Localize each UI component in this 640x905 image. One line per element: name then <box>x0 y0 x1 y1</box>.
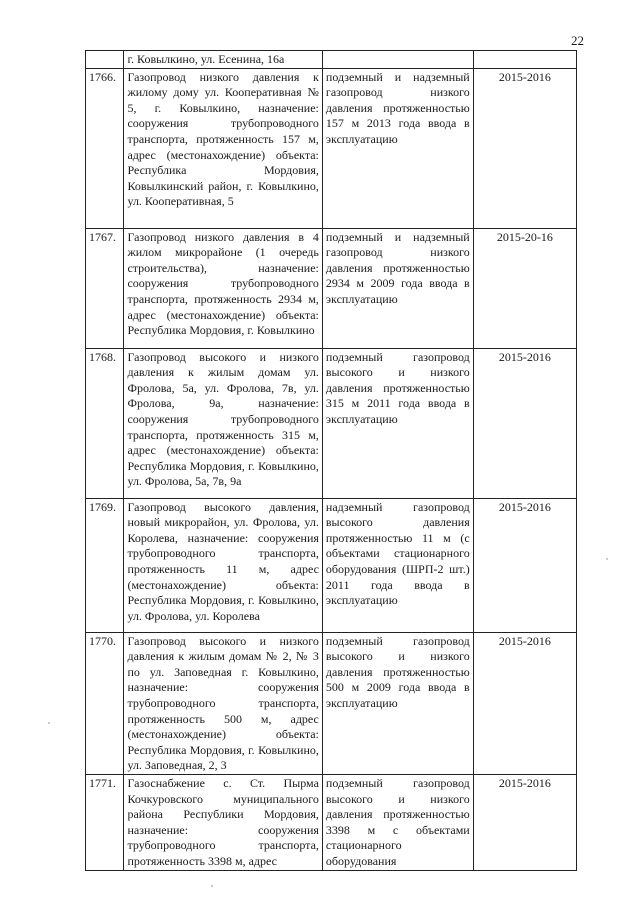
row-number-cell: 1770. <box>86 632 124 774</box>
description-cell: подземный газопровод высокого и низкого давления протяженностью 3398 м с объектами стационарного оборудования <box>322 774 473 870</box>
table-row-continuation <box>86 51 577 69</box>
period-cell: 2015-20-16 <box>473 228 576 348</box>
description-cell <box>322 51 473 69</box>
description-cell: подземный и надземный газопровод низкого давления протяженностью 2934 м 2009 года ввода в эксплуатацию <box>322 228 473 348</box>
row-number-cell: 1769. <box>86 498 124 632</box>
object-cell: Газопровод низкого давления к жилому дому ул. Кооперативная № 5, г. Ковылкино, назначение: сооружения трубопроводного транспорта, протяженность 157 м, адрес (местонахождение) объекта: Республика Мордовия, Ковылкинский район, г. Ковылкино, ул. Кооперативная, 5 <box>124 68 322 228</box>
row-number-cell: 1767. <box>86 228 124 348</box>
scan-speck <box>211 885 213 887</box>
object-cell: г. Ковылкино, ул. Есенина, 16а <box>124 51 322 69</box>
registry-table <box>85 50 577 871</box>
description-cell: подземный и надземный газопровод низкого давления протяженностью 157 м 2013 года ввода в эксплуатацию <box>322 68 473 228</box>
table-row <box>86 228 577 348</box>
description-cell: подземный газопровод высокого и низкого давления протяженностью 500 м 2009 года ввода в эксплуатацию <box>322 632 473 774</box>
period-cell: 2015-2016 <box>473 348 576 498</box>
table-row <box>86 348 577 498</box>
scan-speck <box>48 722 50 724</box>
period-cell: 2015-2016 <box>473 774 576 870</box>
row-number-cell: 1766. <box>86 68 124 228</box>
object-cell: Газопровод высокого давления, новый микрорайон, ул. Фролова, ул. Королева, назначение: сооружения трубопроводного транспорта, протяженность 11 м, адрес (местонахождение) объекта: Республика Мордовия, г. Ковылкино, ул. Фролова, ул. Королева <box>124 498 322 632</box>
table-row <box>86 498 577 632</box>
object-cell: Газопровод высокого и низкого давления к жилым домам ул. Фролова, 5а, ул. Фролова, 7в, ул. Фролова, 9а, назначение: сооружения трубопроводного транспорта, протяженность 315 м, адрес (местонахождение) объекта: Республика Мордовия, г. Ковылкино, ул. Фролова, 5а, 7в, 9а <box>124 348 322 498</box>
row-number-cell: 1768. <box>86 348 124 498</box>
period-cell <box>473 51 576 69</box>
object-cell: Газопровод низкого давления в 4 жилом микрорайоне (1 очередь строительства), назначение: сооружения трубопроводного транспорта, протяженность 2934 м, адрес (местонахождение) объекта: Республика Мордовия, г. Ковылкино <box>124 228 322 348</box>
period-cell: 2015-2016 <box>473 498 576 632</box>
row-number-cell: 1771. <box>86 774 124 870</box>
description-cell: подземный газопровод высокого и низкого давления протяженностью 315 м 2011 года ввода в эксплуатацию <box>322 348 473 498</box>
page-number: 22 <box>571 33 584 48</box>
table-row <box>86 632 577 774</box>
object-cell: Газоснабжение с. Ст. Пырма Кочкуровского муниципального района Республики Мордовия, назначение: сооружения трубопроводного транспорта, протяженность 3398 м, адрес <box>124 774 322 870</box>
row-number-cell <box>86 51 124 69</box>
period-cell: 2015-2016 <box>473 68 576 228</box>
table-row <box>86 68 577 228</box>
object-cell: Газопровод высокого и низкого давления к жилым домам № 2, № 3 по ул. Заповедная г. Ковылкино, назначение: сооружения трубопроводного транспорта, протяженность 500 м, адрес (местонахождение) объекта: Республика Мордовия, г. Ковылкино, ул. Заповедная, 2, 3 <box>124 632 322 774</box>
period-cell: 2015-2016 <box>473 632 576 774</box>
scan-speck <box>606 558 608 560</box>
table-row <box>86 774 577 870</box>
description-cell: надземный газопровод высокого давления протяженностью 11 м (с объектами стационарного оборудования (ШРП-2 шт.) 2011 года ввода в эксплуатацию <box>322 498 473 632</box>
